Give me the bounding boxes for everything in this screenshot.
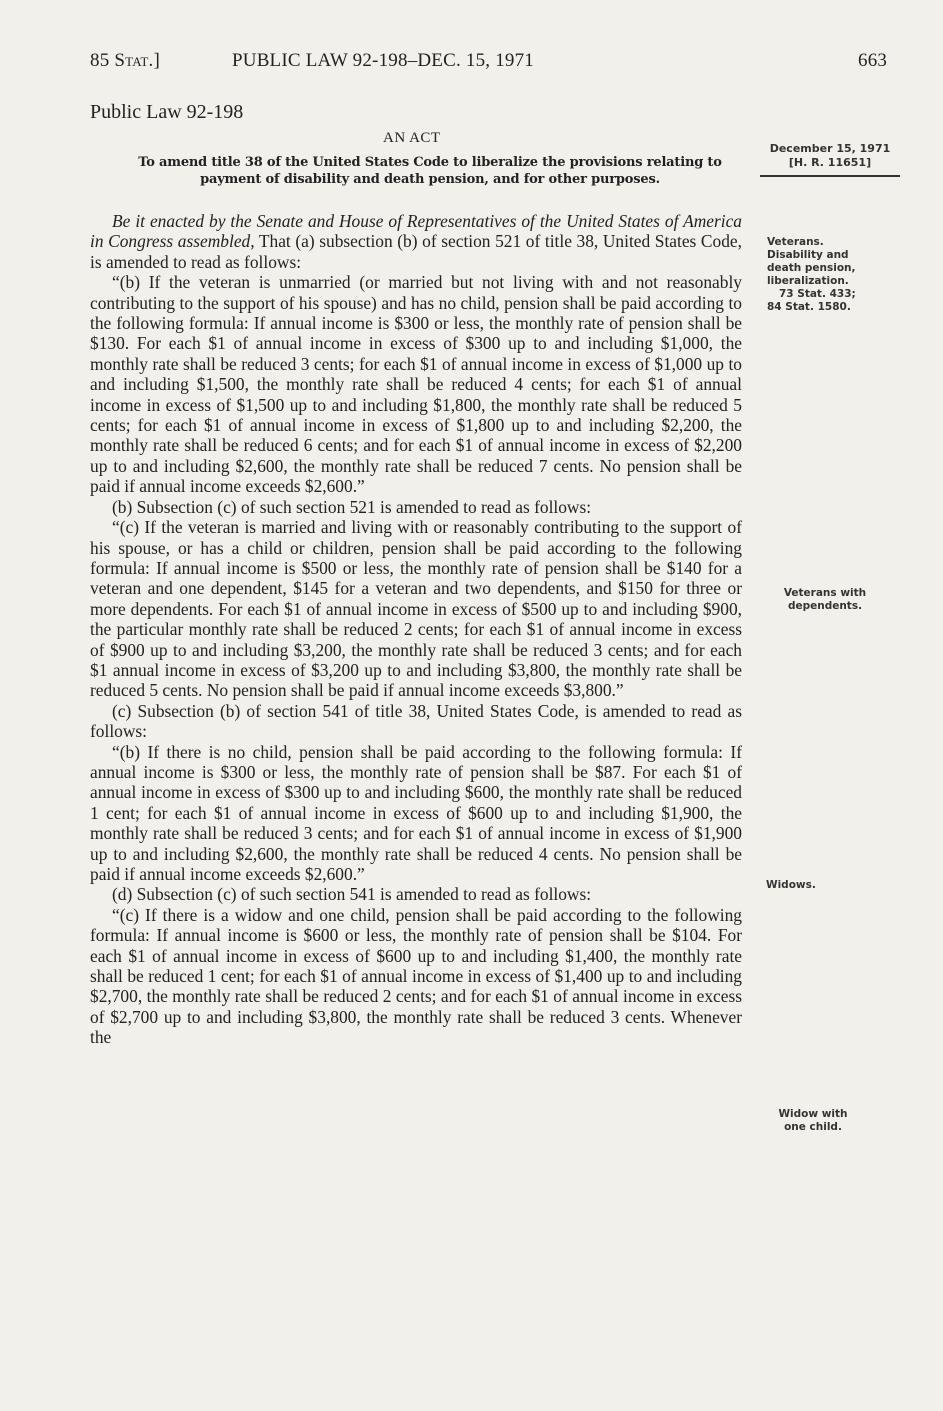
margin-note-line: 84 Stat. 1580.: [767, 301, 851, 313]
margin-note-line: 73 Stat. 433;: [779, 288, 856, 300]
paragraph: “(b) If there is no child, pension shall be paid according to the following formula: If annual income is $300 or less, the monthly rate of pension shall be $87. For each $1 of annual income in excess of $300 up to and including $600, the monthly rate shall be reduced 1 cent; for each $1 of annual income in excess of $600 up to and including $1,900, the monthly rate shall be reduced 3 cents; and for each $1 of annual income in excess of $1,900 up to and including $2,600, the monthly rate shall be reduced 4 cents. No pension shall be paid if annual income exceeds $2,600.”: [90, 741, 742, 884]
margin-note-line: Veterans with: [783, 587, 867, 599]
header-stat-label: Stat.: [114, 50, 154, 71]
margin-note-line: Widows.: [766, 879, 816, 891]
paragraph: “(b) If the veteran is unmarried (or married but not living with and not reasonably contributing to the support of his spouse) and has no child, pension shall be paid according to the following formula: If annual income is $300 or less, the monthly rate of pension shall be $130. For each $1 of annual income in excess of $300 up to and including $1,000, the monthly rate shall be reduced 3 cents; for each $1 of annual income in excess of $1,000 up to and including $1,500, the monthly rate shall be reduced 4 cents; for each $1 of annual income in excess of $1,500 up to and including $1,800, the monthly rate shall be reduced 5 cents; for each $1 of annual income in excess of $1,800 up to and including $2,200, the monthly rate shall be reduced 6 cents; and for each $1 of annual income in excess of $2,200 up to and including $2,600, the monthly rate shall be reduced 7 cents. No pension shall be paid if annual income exceeds $2,600.”: [90, 272, 742, 497]
paragraph: (d) Subsection (c) of such section 541 is amended to read as follows:: [112, 884, 592, 905]
margin-date: December 15, 1971: [769, 142, 891, 155]
margin-divider: [760, 175, 900, 177]
header-stat-number: 85: [90, 50, 110, 71]
header-title: PUBLIC LAW 92-198–DEC. 15, 1971: [232, 50, 534, 71]
margin-note-line: Veterans.: [767, 236, 824, 248]
act-heading: AN ACT: [383, 130, 441, 146]
enacting-clause-text: That (a) subsection (b) of section 521 of title 38, United States Code, is amended to read as follows:: [90, 231, 742, 272]
act-purpose: To amend title 38 of the United States Code to liberalize the provisions relating to payment of disability and death pension, and for other purposes.: [138, 155, 722, 187]
margin-note-veterans-with-dependents: [760, 587, 890, 613]
margin-note-line: one child.: [784, 1121, 842, 1133]
header-stat-bracket: ]: [153, 50, 160, 71]
margin-note-widows: [766, 879, 896, 892]
margin-note-line: dependents.: [787, 600, 863, 612]
paragraph: (c) Subsection (b) of section 541 of title 38, United States Code, is amended to read as follows:: [90, 700, 742, 742]
margin-note-line: liberalization.: [767, 275, 849, 287]
header-stat-citation: [90, 50, 160, 72]
margin-note-line: death pension,: [767, 262, 856, 274]
paragraph: “(c) If the veteran is married and living with or reasonably contributing to the support of his spouse, or has a child or children, pension shall be paid according to the following formula: If annual income is $500 or less, the monthly rate of pension shall be $140 for a veteran and one dependent, $145 for a veteran and two dependents, and $150 for three or more dependents. For each $1 of annual income in excess of $500 up to and including $900, the particular monthly rate shall be reduced 2 cents; for each $1 of annual income in excess of $900 up to and including $3,200, the monthly rate shall be reduced 3 cents; and for each $1 annual income in excess of $3,200 up to and including $3,800, the monthly rate shall be reduced 5 cents. No pension shall be paid if annual income exceeds $3,800.”: [90, 517, 742, 701]
paragraph: (b) Subsection (c) of such section 521 is amended to read as follows:: [112, 496, 592, 517]
margin-note-line: Widow with: [778, 1108, 848, 1120]
act-body: [90, 211, 742, 1048]
margin-note-veterans: [767, 236, 897, 314]
page-number: 663: [858, 50, 888, 71]
paragraph: “(c) If there is a widow and one child, pension shall be paid according to the following formula: If annual income is $600 or less, the monthly rate of pension shall be $104. For each $1 of annual income in excess of $600 up to and including $1,400, the monthly rate shall be reduced 1 cent; for each $1 of annual income in excess of $1,400 up to and including $2,700, the monthly rate shall be reduced 2 cents; and for each $1 of annual income in excess of $2,700 up to and including $3,800, the monthly rate shall be reduced 3 cents. Whenever the: [90, 904, 742, 1048]
margin-note-widow-with-one-child: [758, 1108, 868, 1134]
margin-note-line: Disability and: [767, 249, 849, 261]
law-designation: Public Law 92-198: [90, 101, 244, 123]
enacting-clause-italic: Be it enacted by the Senate and House of Representatives of the United States of America in Congress assembled,: [90, 211, 742, 252]
enacting-clause: [90, 211, 742, 272]
margin-bill-number: [H. R. 11651]: [788, 156, 872, 169]
